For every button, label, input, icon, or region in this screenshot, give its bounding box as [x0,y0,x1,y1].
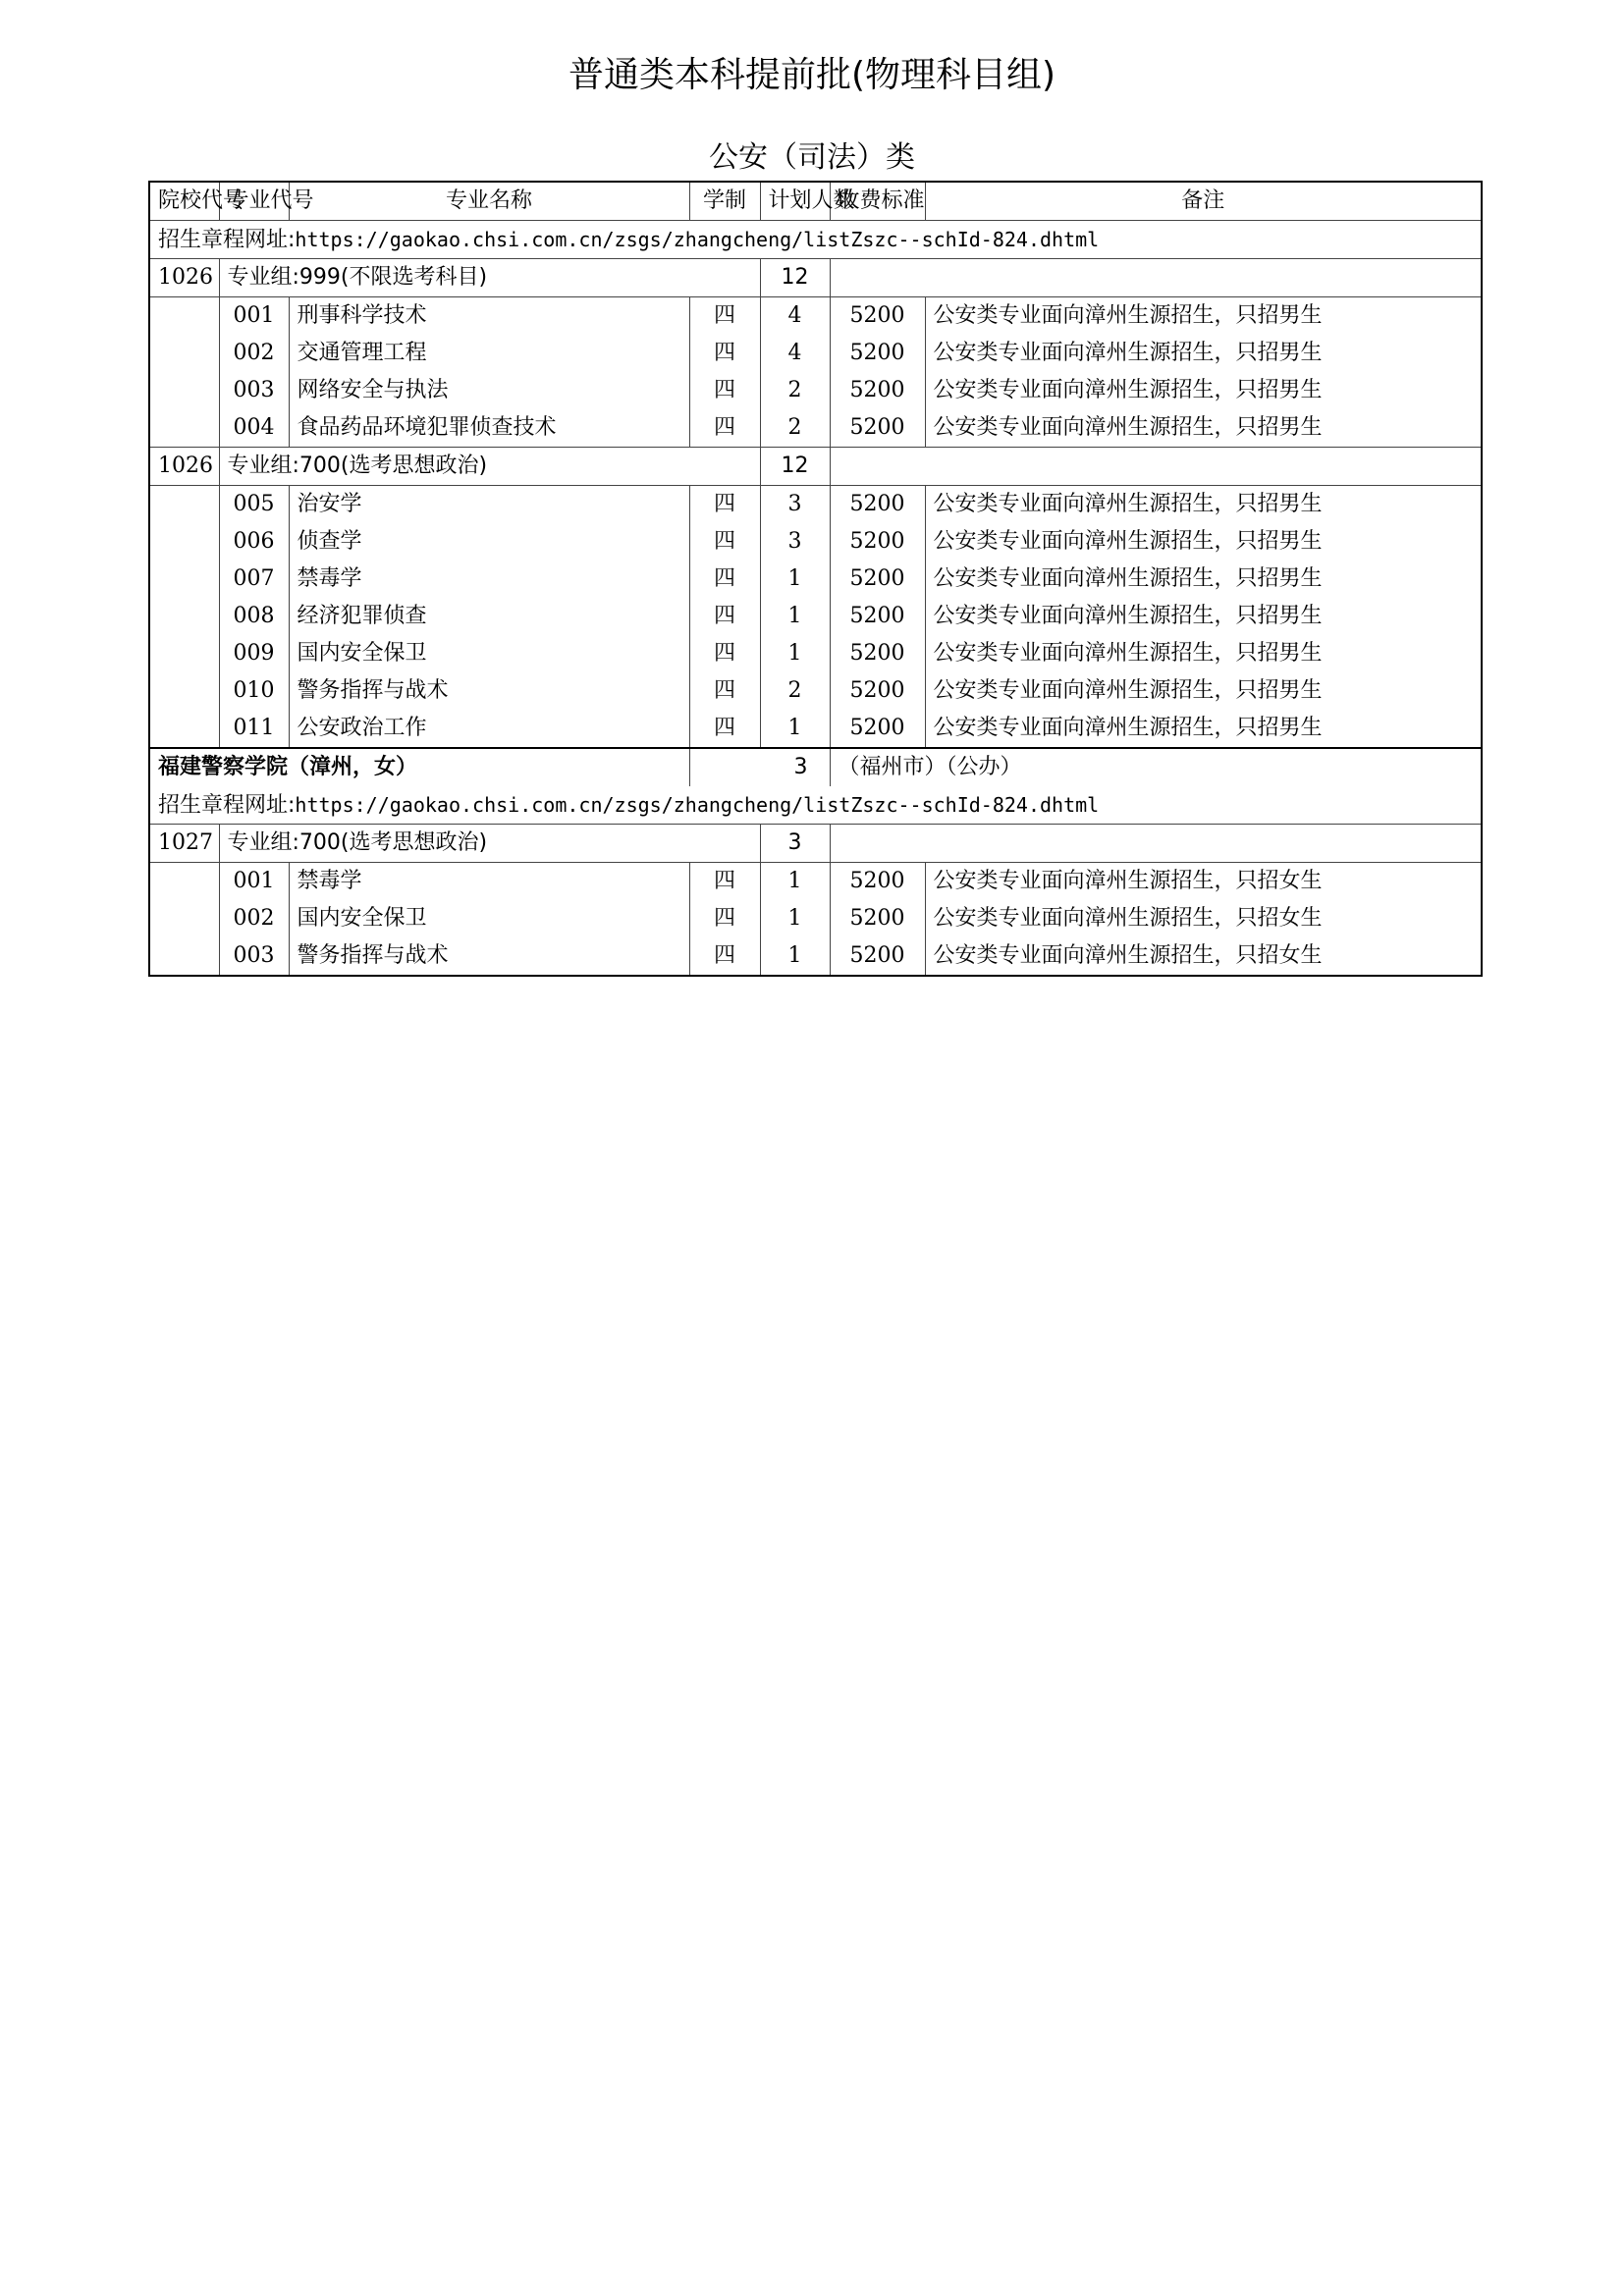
major-remark: 公安类专业面向漳州生源招生，只招男生 [925,561,1482,598]
major-school-code-empty [149,635,219,672]
major-row [149,486,1482,524]
major-fee: 5200 [830,335,925,372]
major-name: 禁毒学 [289,863,689,901]
major-plan: 1 [760,598,830,635]
major-school-code-empty [149,672,219,710]
major-code: 006 [219,523,289,561]
url-label: 招生章程网址: [158,792,296,818]
major-duration: 四 [689,297,760,336]
major-fee: 5200 [830,710,925,748]
major-row [149,710,1482,748]
major-duration: 四 [689,372,760,409]
major-fee: 5200 [830,900,925,937]
major-remark: 公安类专业面向漳州生源招生，只招男生 [925,523,1482,561]
major-name: 警务指挥与战术 [289,937,689,976]
major-name: 交通管理工程 [289,335,689,372]
major-plan: 1 [760,561,830,598]
major-name: 经济犯罪侦查 [289,598,689,635]
major-code: 004 [219,409,289,448]
major-plan: 1 [760,710,830,748]
major-duration: 四 [689,635,760,672]
major-row [149,561,1482,598]
group-plan: 12 [760,448,830,486]
major-remark: 公安类专业面向漳州生源招生，只招男生 [925,372,1482,409]
major-remark: 公安类专业面向漳州生源招生，只招男生 [925,672,1482,710]
major-remark: 公安类专业面向漳州生源招生，只招男生 [925,710,1482,748]
header-major-name: 专业名称 [289,182,689,221]
major-plan: 1 [760,937,830,976]
header-remark: 备注 [925,182,1482,221]
url-label: 招生章程网址: [158,227,296,252]
major-plan: 3 [760,523,830,561]
major-school-code-empty [149,297,219,336]
major-row [149,900,1482,937]
major-remark: 公安类专业面向漳州生源招生，只招男生 [925,635,1482,672]
major-fee: 5200 [830,598,925,635]
major-plan: 1 [760,635,830,672]
major-fee: 5200 [830,523,925,561]
major-duration: 四 [689,523,760,561]
url-row [149,786,1482,825]
major-name: 禁毒学 [289,561,689,598]
major-name: 食品药品环境犯罪侦查技术 [289,409,689,448]
major-plan: 4 [760,297,830,336]
group-plan: 3 [760,825,830,863]
major-school-code-empty [149,710,219,748]
major-school-code-empty [149,561,219,598]
major-fee: 5200 [830,937,925,976]
major-school-code-empty [149,335,219,372]
major-duration: 四 [689,561,760,598]
admission-url-cell [149,221,1482,259]
major-duration: 四 [689,409,760,448]
major-plan: 3 [760,486,830,524]
major-remark: 公安类专业面向漳州生源招生，只招男生 [925,409,1482,448]
major-fee: 5200 [830,863,925,901]
major-fee: 5200 [830,409,925,448]
group-row [149,448,1482,486]
major-school-code-empty [149,372,219,409]
major-duration: 四 [689,937,760,976]
major-code: 003 [219,937,289,976]
header-fee: 收费标准 [830,182,925,221]
major-plan: 2 [760,672,830,710]
group-label: 专业组:700(选考思想政治) [219,448,760,486]
major-code: 005 [219,486,289,524]
major-code: 010 [219,672,289,710]
major-name: 公安政治工作 [289,710,689,748]
major-code: 009 [219,635,289,672]
major-name: 刑事科学技术 [289,297,689,336]
major-school-code-empty [149,523,219,561]
major-code: 002 [219,335,289,372]
major-name: 国内安全保卫 [289,635,689,672]
major-school-code-empty [149,598,219,635]
major-school-code-empty [149,937,219,976]
major-remark: 公安类专业面向漳州生源招生，只招女生 [925,937,1482,976]
major-row [149,409,1482,448]
major-code: 011 [219,710,289,748]
header-plan: 计划人数 [760,182,830,221]
group-empty [830,448,1482,486]
group-school-code: 1027 [149,825,219,863]
major-fee: 5200 [830,486,925,524]
group-school-code: 1026 [149,259,219,297]
major-duration: 四 [689,486,760,524]
major-row [149,672,1482,710]
major-duration: 四 [689,900,760,937]
header-major-code: 专业代号 [219,182,289,221]
major-code: 001 [219,297,289,336]
school-row [149,748,1482,786]
major-code: 003 [219,372,289,409]
major-remark: 公安类专业面向漳州生源招生，只招女生 [925,863,1482,901]
major-duration: 四 [689,335,760,372]
school-plan: 3 [689,748,830,786]
major-code: 007 [219,561,289,598]
admission-table [148,181,1483,977]
major-name: 警务指挥与战术 [289,672,689,710]
major-fee: 5200 [830,372,925,409]
admission-url-link[interactable]: https://gaokao.chsi.com.cn/zsgs/zhangcheng/listZszc--schId-824.dhtml [295,792,1100,817]
major-plan: 2 [760,372,830,409]
major-duration: 四 [689,710,760,748]
major-name: 网络安全与执法 [289,372,689,409]
major-row [149,335,1482,372]
major-name: 侦查学 [289,523,689,561]
major-row [149,523,1482,561]
major-school-code-empty [149,900,219,937]
group-plan: 12 [760,259,830,297]
major-school-code-empty [149,486,219,524]
major-code: 002 [219,900,289,937]
major-school-code-empty [149,409,219,448]
section-title: 公安（司法）类 [709,140,915,175]
header-school-code: 院校代号 [149,182,219,221]
major-remark: 公安类专业面向漳州生源招生，只招男生 [925,486,1482,524]
major-name: 治安学 [289,486,689,524]
major-duration: 四 [689,598,760,635]
school-location: （福州市）（公办） [830,748,1482,786]
major-remark: 公安类专业面向漳州生源招生，只招男生 [925,297,1482,336]
group-row [149,259,1482,297]
url-row [149,221,1482,259]
group-label: 专业组:999(不限选考科目) [219,259,760,297]
major-remark: 公安类专业面向漳州生源招生，只招男生 [925,335,1482,372]
major-plan: 1 [760,900,830,937]
major-row [149,863,1482,901]
major-school-code-empty [149,863,219,901]
school-name: 福建警察学院（漳州，女） [149,748,689,786]
major-fee: 5200 [830,297,925,336]
group-school-code: 1026 [149,448,219,486]
major-row [149,937,1482,976]
major-plan: 2 [760,409,830,448]
header-duration: 学制 [689,182,760,221]
major-row [149,598,1482,635]
major-code: 001 [219,863,289,901]
major-fee: 5200 [830,635,925,672]
page-title: 普通类本科提前批(物理科目组) [568,55,1056,95]
major-row [149,635,1482,672]
group-row [149,825,1482,863]
group-empty [830,259,1482,297]
major-remark: 公安类专业面向漳州生源招生，只招女生 [925,900,1482,937]
admission-url-link[interactable]: https://gaokao.chsi.com.cn/zsgs/zhangcheng/listZszc--schId-824.dhtml [295,227,1100,251]
header-row [149,182,1482,221]
admission-url-cell [149,786,1482,825]
major-row [149,372,1482,409]
major-duration: 四 [689,863,760,901]
major-duration: 四 [689,672,760,710]
group-empty [830,825,1482,863]
major-remark: 公安类专业面向漳州生源招生，只招男生 [925,598,1482,635]
major-plan: 4 [760,335,830,372]
major-fee: 5200 [830,672,925,710]
major-fee: 5200 [830,561,925,598]
major-code: 008 [219,598,289,635]
major-name: 国内安全保卫 [289,900,689,937]
major-plan: 1 [760,863,830,901]
major-row [149,297,1482,336]
group-label: 专业组:700(选考思想政治) [219,825,760,863]
